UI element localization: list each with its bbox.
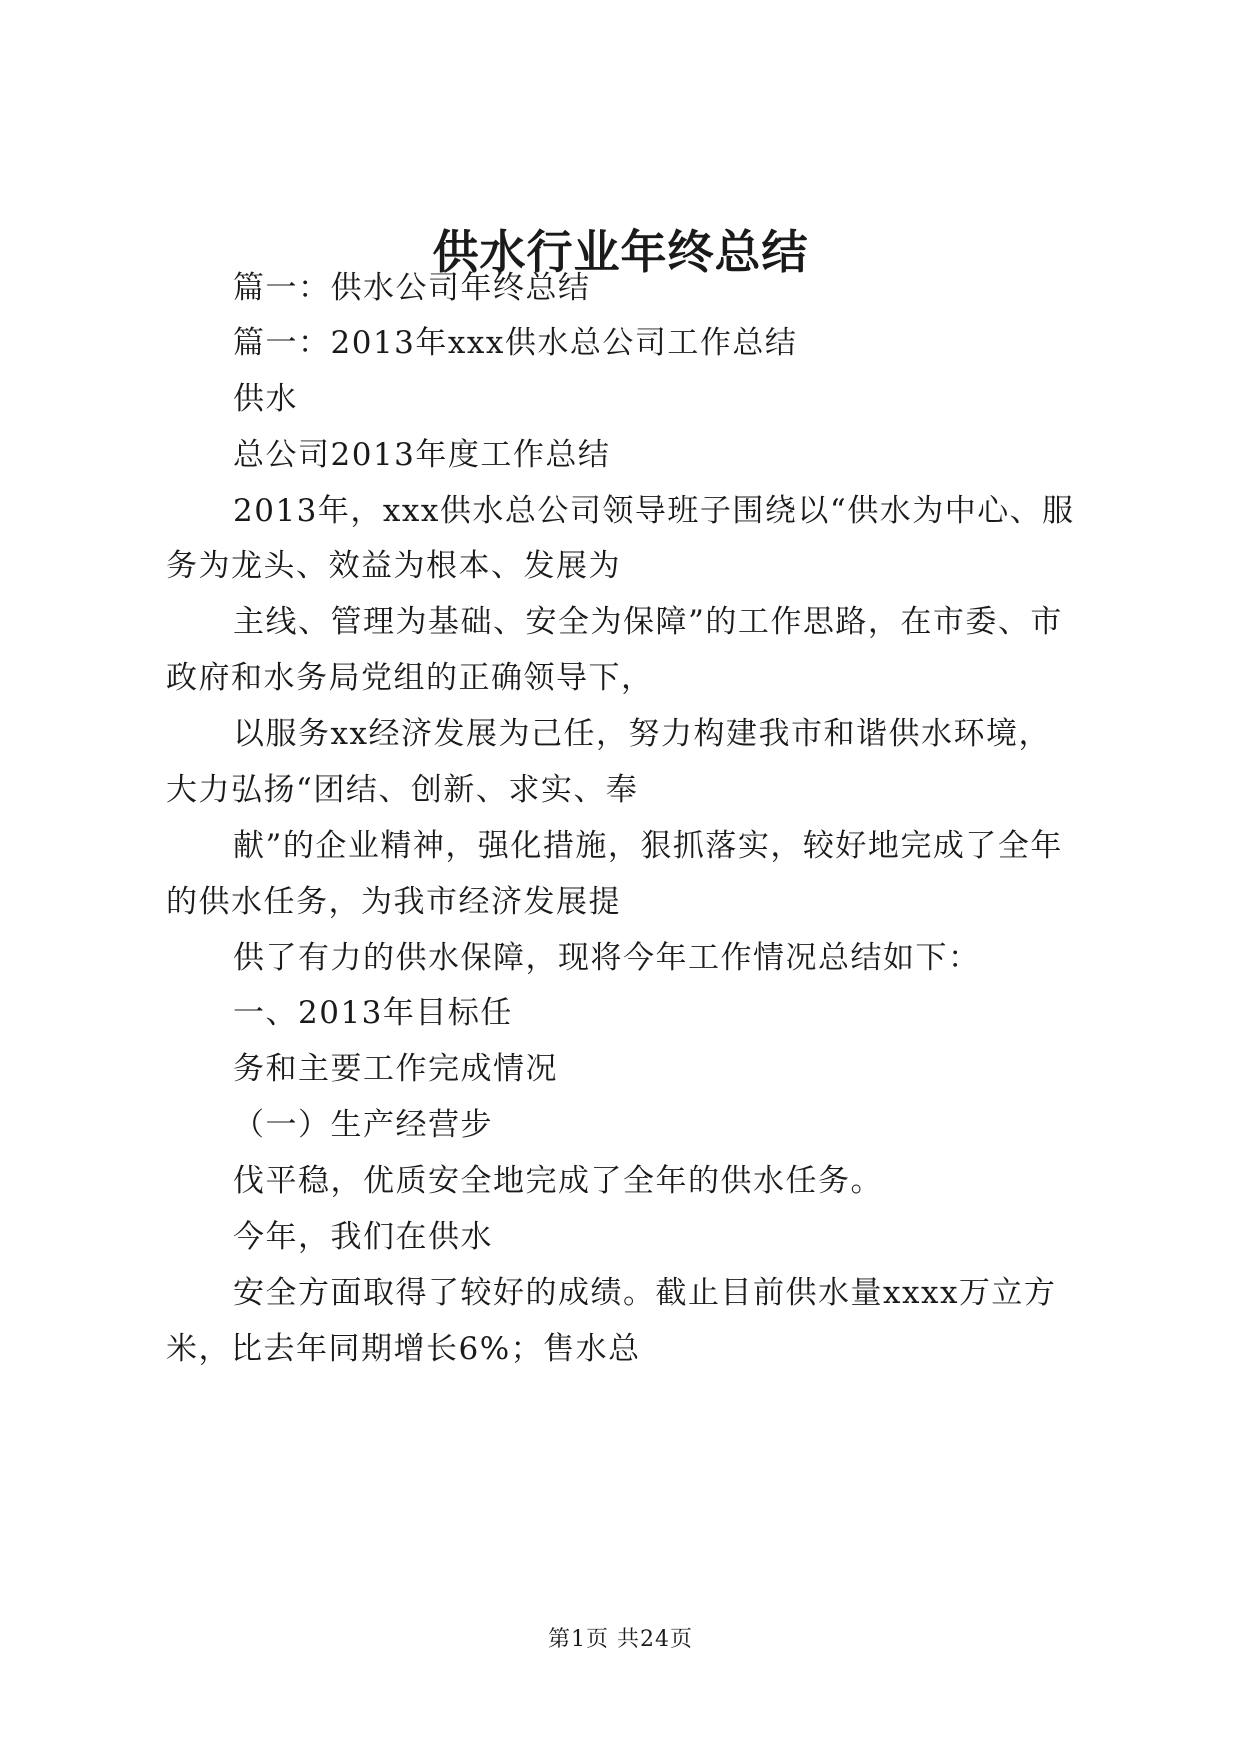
paragraph-line: 篇一：2013年xxx供水总公司工作总结	[233, 325, 798, 361]
paragraph-line: 大力弘扬“团结、创新、求实、奉	[166, 772, 639, 808]
paragraph-line: （一）生产经营步	[233, 1107, 493, 1143]
paragraph-line: 务和主要工作完成情况	[233, 1051, 558, 1087]
paragraph-line: 伐平稳，优质安全地完成了全年的供水任务。	[233, 1163, 883, 1199]
paragraph-line: 供水	[233, 381, 298, 417]
paragraph-line: 总公司2013年度工作总结	[233, 437, 611, 473]
paragraph-line: 今年，我们在供水	[233, 1219, 493, 1255]
paragraph-line: 米，比去年同期增长6%；售水总	[166, 1331, 641, 1367]
paragraph-line: 以服务xx经济发展为己任，努力构建我市和谐供水环境，	[233, 716, 1051, 752]
paragraph-line: 主线、管理为基础、安全为保障”的工作思路，在市委、市	[233, 604, 1063, 640]
paragraph-line: 务为龙头、效益为根本、发展为	[166, 548, 621, 584]
paragraph-line: 政府和水务局党组的正确领导下，	[166, 660, 654, 696]
paragraph-line: 篇一：供水公司年终总结	[233, 270, 591, 306]
paragraph-line: 献”的企业精神，强化措施，狠抓落实，较好地完成了全年	[233, 828, 1063, 864]
page-footer: 第1页 共24页	[548, 1627, 693, 1652]
paragraph-line: 安全方面取得了较好的成绩。截止目前供水量xxxx万立方	[233, 1275, 1057, 1311]
paragraph-line: 供了有力的供水保障，现将今年工作情况总结如下：	[233, 940, 981, 976]
paragraph-line: 2013年，xxx供水总公司领导班子围绕以“供水为中心、服	[233, 493, 1075, 529]
document-title: 供水行业年终总结	[432, 225, 809, 279]
paragraph-line: 的供水任务，为我市经济发展提	[166, 884, 621, 920]
paragraph-line: 一、2013年目标任	[233, 995, 513, 1031]
